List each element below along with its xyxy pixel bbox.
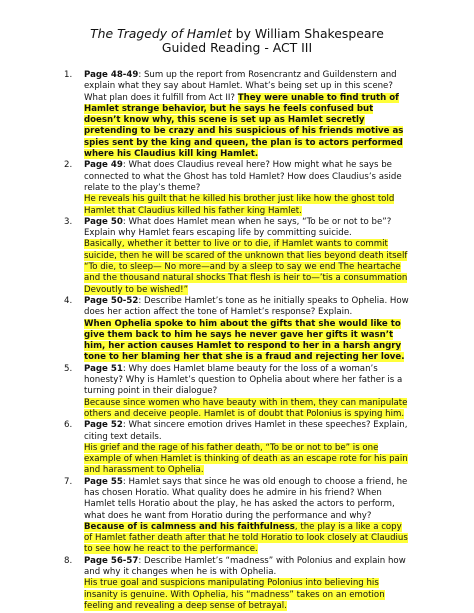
page-label: Page 55 — [84, 476, 123, 487]
question-text: : Describe Hamlet’s “madness” with Polonius and explain how and why it changes when he is with Ophelia. — [84, 555, 406, 578]
question-text: : Describe Hamlet’s tone as he initially speaks to Ophelia. How does her action affect the tone of Hamlet’s response? Explain. — [84, 295, 409, 318]
page-label: Page 48-49 — [84, 70, 139, 80]
list-item — [64, 364, 410, 420]
question-list — [64, 70, 410, 612]
page-label: Page 52 — [84, 420, 123, 431]
answer-bold: When Ophelia spoke to him about the gifts that she would like to give them back to him he says he never gave her gifts it wasn’t him, her action causes Hamlet to respond to her in a harsh angry tone to her blaming her that she is a fraud and rejecting her love. — [84, 318, 405, 363]
item-number: 6. — [64, 420, 73, 431]
answer-text: He reveals his guilt that he killed his brother just like how the ghost told Hamlet that Claudius killed his father king Hamlet. — [84, 194, 395, 216]
page-label: Page 56-57 — [84, 555, 139, 566]
page-label: Page 50-52 — [84, 295, 139, 306]
answer-bold: They were unable to find truth of Hamlet strange behavior, but he says he feels confused but doesn’t know why, this scene is set up as Hamlet secretly pretending to be crazy and his suspicious of his friends motive as spies sent by the king and queen, the plan is to actors performed where his Claudius kill king Hamlet. — [84, 92, 404, 160]
list-item — [64, 477, 410, 556]
question-text: : What sincere emotion drives Hamlet in these speeches? Explain, citing text details. — [84, 420, 408, 442]
answer-bold: Because of is calmness and his faithfulness — [84, 521, 295, 532]
item-number: 2. — [64, 160, 73, 171]
item-number: 1. — [64, 70, 73, 80]
list-item — [64, 556, 410, 612]
answer-text: Because since women who have beauty with in them, they can manipulate others and deceive people. Hamlet is of doubt that Polonius is spying him. — [84, 397, 408, 419]
item-number: 7. — [64, 476, 73, 487]
list-item — [64, 160, 410, 216]
list-item — [64, 420, 410, 476]
answer-text: His true goal and suspicions manipulating Polonius into believing his insanity is genuine. With Ophelia, his “madness” takes on an emotion feeling and revealing a deep sense of betrayal. — [84, 578, 385, 611]
list-item — [64, 296, 410, 364]
question-text: : Hamlet says that since he was old enough to choose a friend, he has chosen Horatio. What quality does he admire in his friend? When Hamlet tells Horatio about the play, he has asked the actors to perform, what does he want from Horatio during the performance and why? — [84, 476, 408, 521]
page-label: Page 50 — [84, 216, 123, 227]
answer-text: Basically, whether it better to live or to die, if Hamlet wants to commit suicide, then he will be scared of the unknown that lies beyond death itself “To die, to sleep— No more—and by a sleep to say we end The heartache and the thousand natural shocks That flesh is heir to—’tis a consummation Devoutly to be wished!” — [84, 239, 408, 295]
item-number: 3. — [64, 216, 73, 227]
question-text: : What does Claudius reveal here? How might what he says be connected to what the Ghost has told Hamlet? How does Claudius’s aside relate to the play’s theme? — [84, 160, 402, 193]
document-header — [0, 27, 474, 55]
document-title — [0, 27, 474, 41]
answer-text: His grief and the rage of his father death, “To be or not to be” is one example of when Hamlet is thinking of death as an escape rote for his pain and harassment to Ophelia. — [84, 442, 408, 476]
item-number: 8. — [64, 555, 73, 566]
answer-text: , the play is a like a copy of Hamlet father death after that he told Horatio to look closely at Claudius to see how he react to the performance. — [84, 521, 408, 555]
title-italic: The Tragedy of Hamlet — [90, 26, 232, 41]
page-label: Page 49 — [84, 160, 123, 171]
question-text: : What does Hamlet mean when he says, “To be or not to be”? Explain why Hamlet fears escaping life by committing suicide. — [84, 216, 392, 239]
title-rest: by William Shakespeare — [231, 26, 384, 41]
question-text: : Sum up the report from Rosencrantz and Guildenstern and explain what they say about Hamlet. What’s being set up in this scene? What plan does it fulfill from Act II? — [84, 70, 397, 103]
list-item — [64, 70, 410, 160]
list-item — [64, 217, 410, 296]
question-text: : Why does Hamlet blame beauty for the loss of a woman’s honesty? Why is Hamlet’s question to Ophelia about where her father is a turning point in their dialogue? — [84, 363, 403, 397]
page-label: Page 51 — [84, 363, 123, 374]
item-number: 5. — [64, 363, 73, 374]
item-number: 4. — [64, 295, 73, 306]
document-subtitle: Guided Reading - ACT III — [161, 40, 313, 55]
